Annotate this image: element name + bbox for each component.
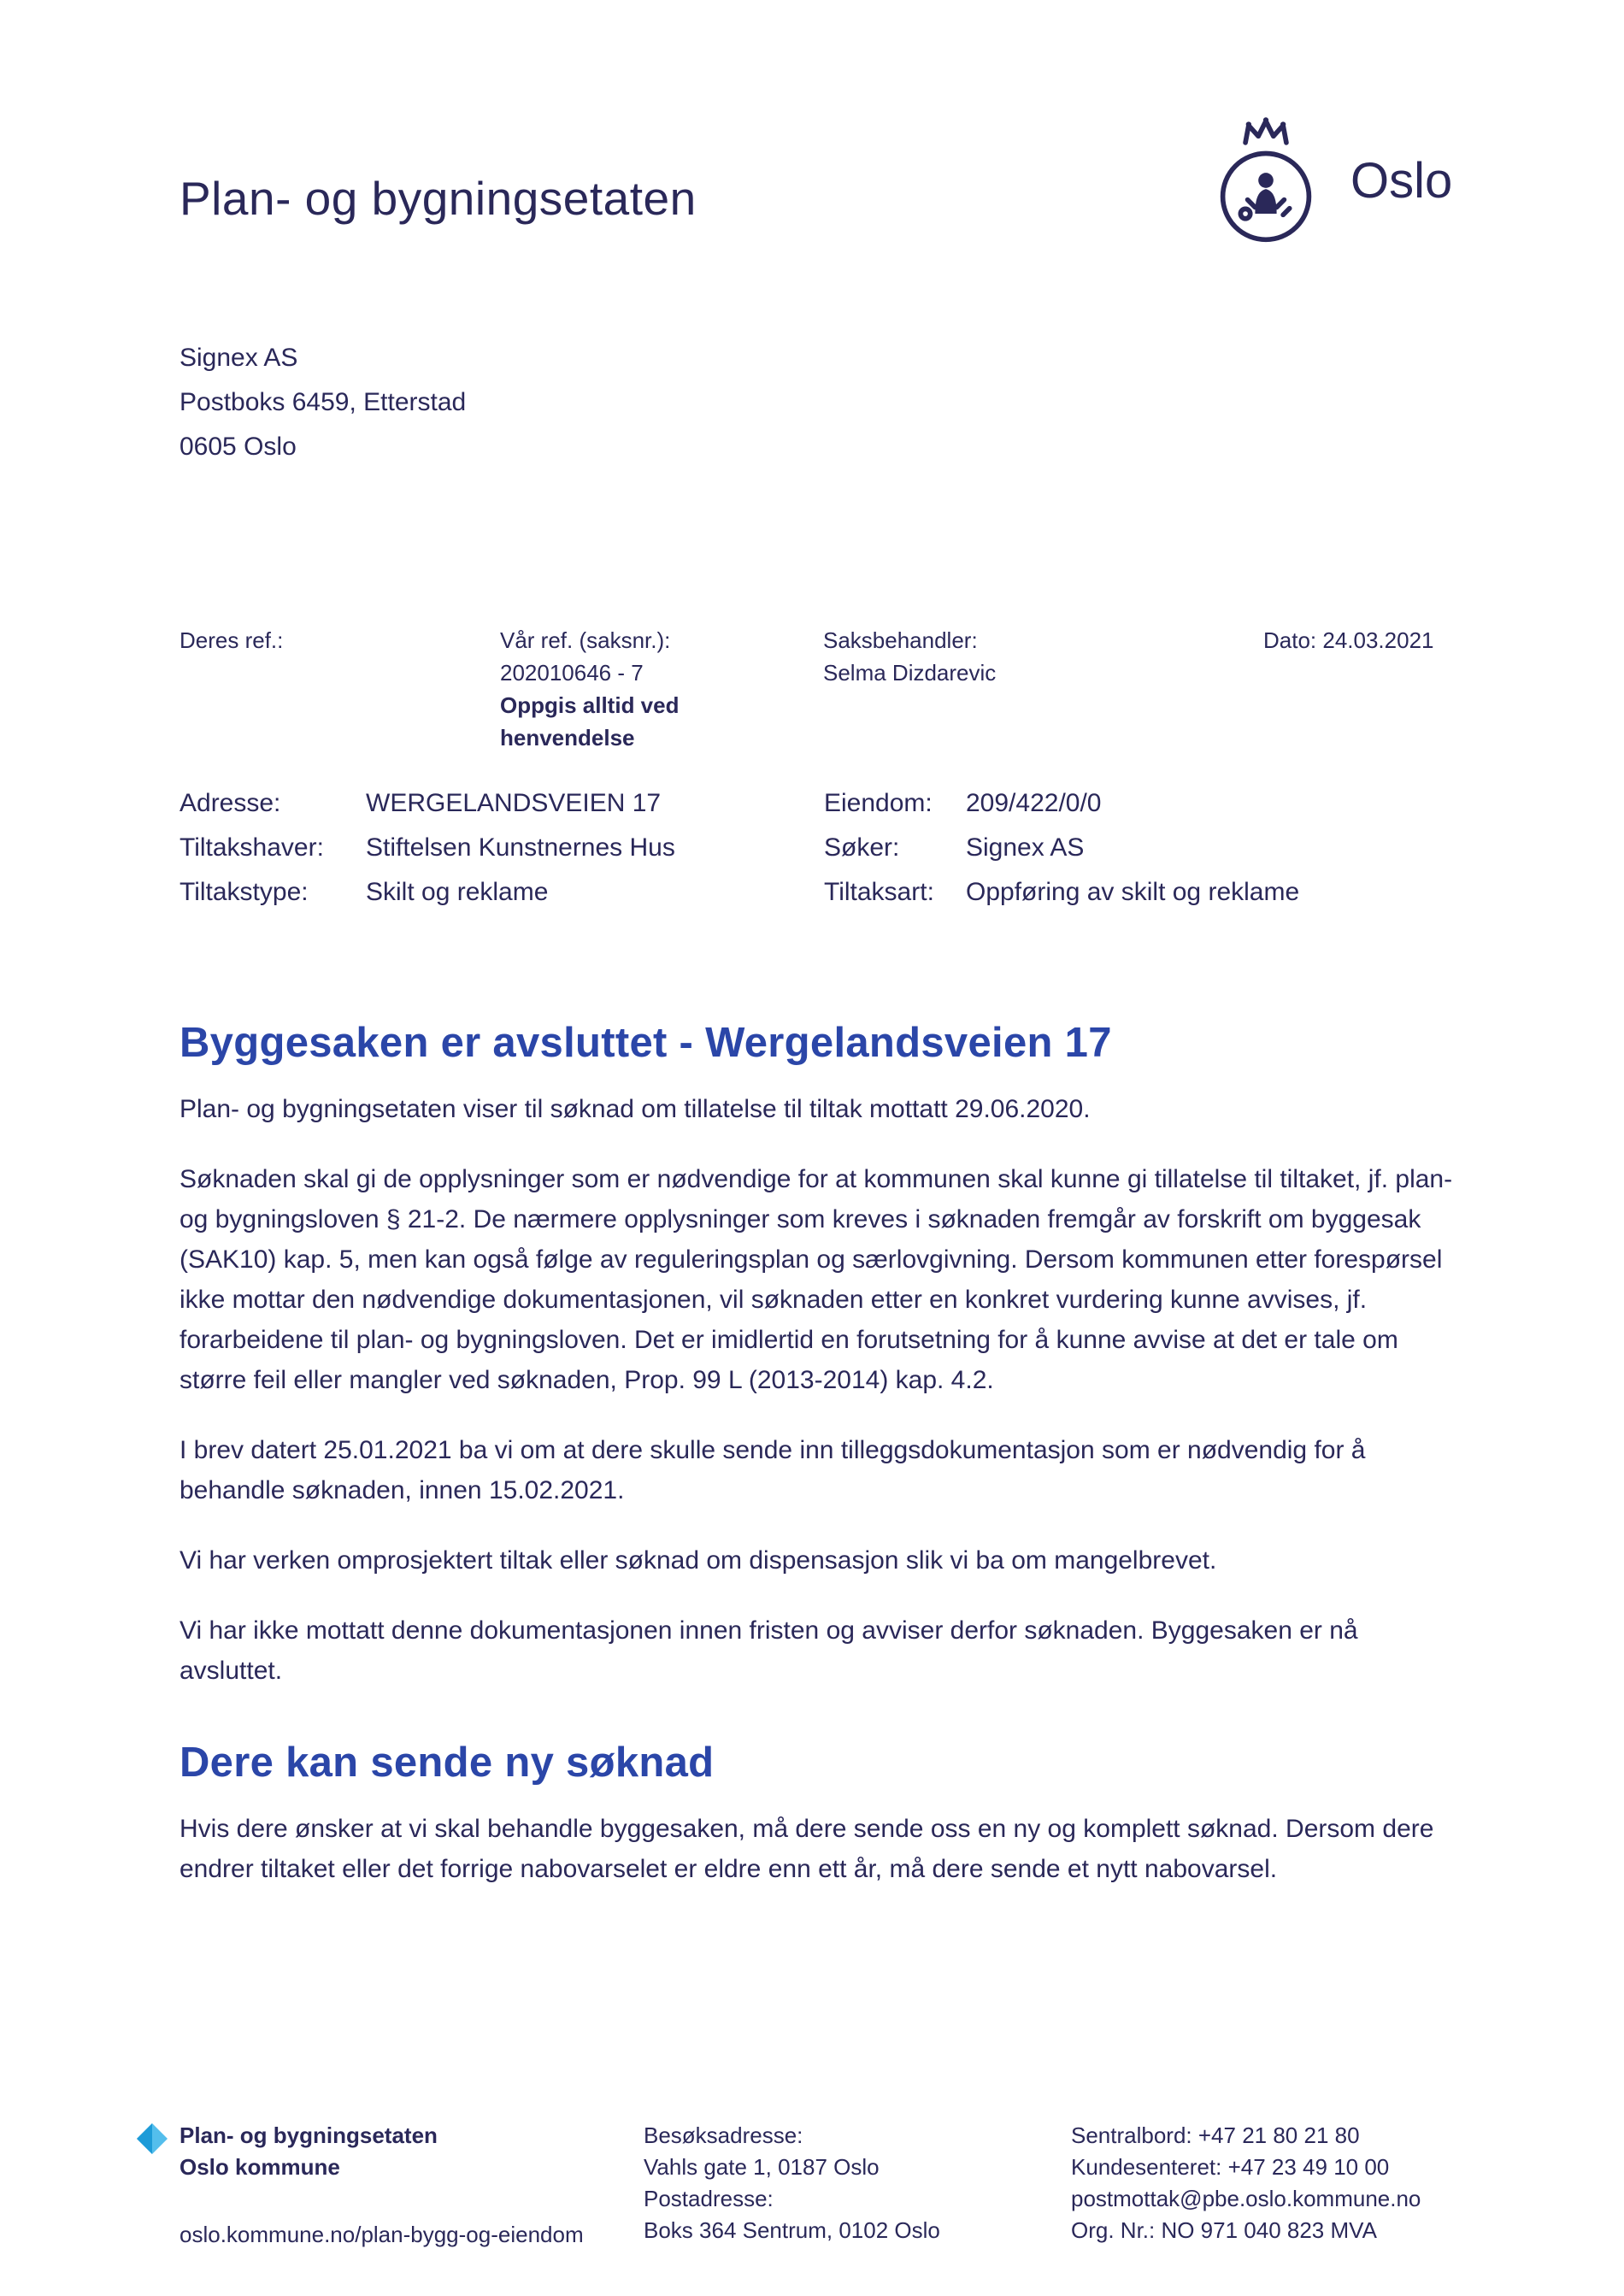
saksbehandler-label: Saksbehandler: [823,627,978,653]
section-heading-case-closed: Byggesaken er avsluttet - Wergelandsveien 17 [179,1020,1112,1066]
footer-org-number: Org. Nr.: NO 971 040 823 MVA [1071,2217,1377,2243]
oslo-logo-text: Oslo [1350,152,1453,209]
footer-org-block [179,2120,584,2251]
date-label: Dato: 24.03.2021 [1263,627,1434,653]
field-value-tiltakstype: Skilt og reklame [366,878,549,906]
oslo-emblem-icon [1212,113,1320,248]
var-ref-label: Vår ref. (saksnr.): [500,627,671,653]
saksbehandler-value: Selma Dizdarevic [823,660,997,686]
var-ref-value: 202010646 - 7 [500,660,644,686]
section-heading-new-application: Dere kan sende ny søknad [179,1740,715,1786]
deres-ref-label: Deres ref.: [179,627,284,653]
field-label-adresse: Adresse: [179,789,281,817]
var-ref-note-line2: henvendelse [500,725,635,751]
recipient-address: Postboks 6459, Etterstad [179,388,467,416]
footer-diamond-icon [135,2122,169,2156]
var-ref-note-line1: Oppgis alltid ved [500,692,680,718]
page-title: Plan- og bygningsetaten [179,172,697,225]
body-paragraph: Vi har ikke mottatt denne dokumentasjonen innen fristen og avviser derfor søknaden. Byggesaken er nå avsluttet. [179,1616,1358,1685]
recipient-name: Signex AS [179,344,298,372]
recipient-city: 0605 Oslo [179,433,297,461]
footer-address-block [644,2120,940,2246]
recipient-block [179,336,466,469]
footer-org-municipality: Oslo kommune [179,2154,340,2180]
field-label-tiltakstype: Tiltakstype: [179,878,309,906]
body-paragraph: Vi har verken omprosjektert tiltak eller søknad om dispensasjon slik vi ba om mangelbrevet. [179,1546,1217,1575]
footer-org-name: Plan- og bygningsetaten [179,2122,438,2148]
footer-post-address-label: Postadresse: [644,2186,774,2211]
field-label-eiendom: Eiendom: [824,789,933,817]
footer-visit-address-value: Vahls gate 1, 0187 Oslo [644,2154,880,2180]
footer-email: postmottak@pbe.oslo.kommune.no [1071,2186,1421,2211]
field-value-soker: Signex AS [966,833,1085,862]
body-paragraph: Plan- og bygningsetaten viser til søknad om tillatelse til tiltak mottatt 29.06.2020. [179,1095,1091,1123]
field-value-tiltaksart: Oppføring av skilt og reklame [966,878,1300,906]
footer-post-address-value: Boks 364 Sentrum, 0102 Oslo [644,2217,940,2243]
body-paragraph: I brev datert 25.01.2021 ba vi om at dere skulle sende inn tilleggsdokumentasjon som er nødvendig for å behandle søknaden, innen 15.02.2021. [179,1436,1366,1504]
field-value-tiltakshaver: Stiftelsen Kunstnernes Hus [366,833,675,862]
field-label-tiltaksart: Tiltaksart: [824,878,934,906]
letter-body [179,1019,1462,1919]
oslo-logo [1212,113,1452,248]
field-value-eiendom: 209/422/0/0 [966,789,1102,817]
body-paragraph: Søknaden skal gi de opplysninger som er nødvendige for at kommunen skal kunne gi tillatelse til tiltaket, jf. plan- og bygningsloven § 21-2. De nærmere opplysninger som kreves i søknaden fremgår av forskrift om byggesak (SAK10) kap. 5, men kan også følge av reguleringsplan og særlovgivning. Dersom kommunen etter forespørsel ikke mottar den nødvendige dokumentasjonen, vil søknaden etter en konkret vurdering kunne avvises, jf. forarbeidene til plan- og bygningsloven. Det er imidlertid en forutsetning for å kunne avvise at det er tale om større feil eller mangler ved søknaden, Prop. 99 L (2013-2014) kap. 4.2. [179,1165,1453,1394]
field-value-adresse: WERGELANDSVEIEN 17 [366,789,662,817]
footer-phone-central: Sentralbord: +47 21 80 21 80 [1071,2122,1360,2148]
footer-visit-address-label: Besøksadresse: [644,2122,803,2148]
field-label-tiltakshaver: Tiltakshaver: [179,833,324,862]
footer-phone-customer: Kundesenteret: +47 23 49 10 00 [1071,2154,1390,2180]
body-paragraph: Hvis dere ønsker at vi skal behandle byggesaken, må dere sende oss en ny og komplett søknad. Dersom dere endrer tiltaket eller det forrige nabovarselet er eldre enn ett år, må dere sende et nytt nabovarsel. [179,1815,1434,1883]
field-label-soker: Søker: [824,833,900,862]
case-info-table [179,781,1462,915]
footer-website: oslo.kommune.no/plan-bygg-og-eiendom [179,2222,584,2247]
saksbehandler-block [823,624,996,689]
var-ref-block [500,624,679,754]
footer-contact-block [1071,2120,1421,2246]
